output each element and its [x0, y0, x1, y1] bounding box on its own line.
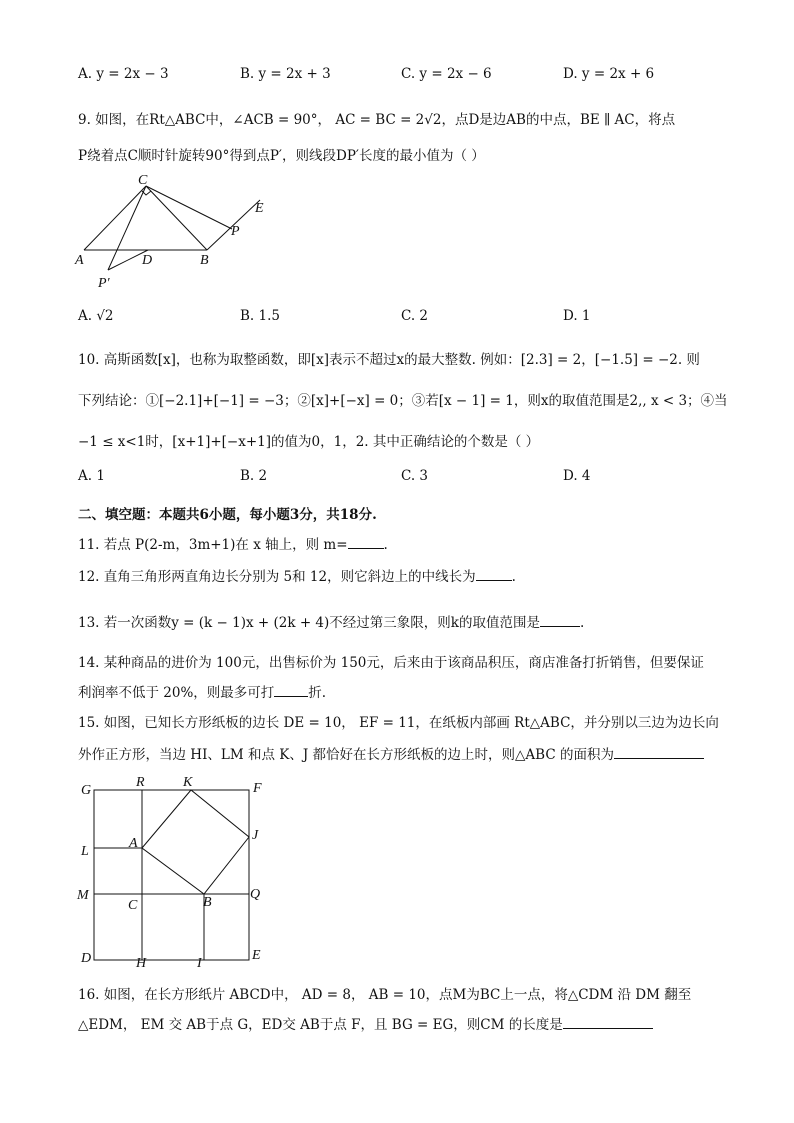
q11-line: 11. 若点 P(2-m，3m+1)在 x 轴上，则 m= . [78, 537, 388, 553]
q15-figure [72, 772, 272, 972]
q10-text-line3: −1 ≤ x<1时，[x+1]+[−x+1]的值为0，1，2. 其中正确结论的个数是（ ） [78, 434, 540, 450]
section-heading-fill-in: 二、填空题：本题共6小题，每小题3分，共18分. [78, 507, 377, 523]
q10-text-line1: 10. 高斯函数[x]，也称为取整函数，即[x]表示不超过x的最大整数. 例如：[2.3] = 2，[−1.5] = −2. 则 [78, 352, 700, 368]
q11-text: 11. 若点 P(2-m，3m+1)在 x 轴上，则 m= [78, 537, 348, 553]
q9-label-e: E [255, 201, 264, 216]
q15-text-line1: 15. 如图，已知长方形纸板的边长 DE = 10， EF = 11，在纸板内部画 Rt△ABC，并分别以三边为边长向 [78, 715, 719, 731]
q15-label-r: R [136, 775, 145, 790]
q15-label-c: C [128, 898, 138, 913]
q10-text-line2: 下列结论：①[−2.1]+[−1] = −3；②[x]+[−x] = 0；③若[x − 1] = 1，则x的取值范围是2,, x < 3；④当 [78, 393, 728, 409]
q9-label-a: A [75, 253, 84, 268]
q15-label-h: H [136, 956, 147, 971]
q9-figure [70, 172, 280, 294]
q9-text-line2: P绕着点C顺时针旋转90°得到点P′，则线段DP′长度的最小值为（ ） [78, 148, 485, 164]
q10-option-b: B. 2 [240, 468, 268, 484]
q14-line2 [78, 683, 326, 703]
q9-option-a: A. √2 [78, 308, 114, 324]
q15-label-k: K [183, 775, 193, 790]
q10-option-d: D. 4 [563, 468, 591, 484]
q15-label-m: M [77, 888, 89, 903]
q15-line2 [78, 745, 704, 765]
q15-label-e: E [252, 948, 261, 963]
q9-text-line1: 9. 如图，在Rt△ABC中，∠ACB = 90°， AC = BC = 2√2，点D是边AB的中点，BE ∥ AC，将点 [78, 112, 676, 128]
q15-label-q: Q [250, 887, 261, 902]
q15-label-d: D [81, 951, 92, 966]
q9-option-b: B. 1.5 [240, 308, 280, 324]
q12-line: 12. 直角三角形两直角边长分别为 5和 12，则它斜边上的中线长为 . [78, 569, 516, 585]
q13-answer-blank [540, 626, 580, 627]
q9-label-b: B [200, 253, 209, 268]
q9-option-d: D. 1 [563, 308, 591, 324]
square-akjb [142, 790, 249, 894]
q10-options [78, 468, 698, 488]
segment-ac [84, 186, 146, 250]
q15-label-f: F [253, 781, 262, 796]
q14-text-line1: 14. 某种商品的进价为 100元，出售标价为 150元，后来由于该商品积压，商店准备打折销售，但要保证 [78, 655, 704, 671]
q15-label-j: J [252, 828, 259, 843]
q15-label-i: I [197, 956, 202, 971]
q14-answer-blank [274, 696, 308, 697]
q16-text-line2: △EDM， EM 交 AB于点 G，ED交 AB于点 F，且 BG = EG，则CM 的长度是 [78, 1017, 563, 1033]
segment-bc [146, 186, 207, 250]
segment-cp [146, 186, 232, 229]
q14-text-line2a: 利润率不低于 20%，则最多可打 [78, 685, 275, 701]
q16-text-line1: 16. 如图，在长方形纸片 ABCD中， AD = 8， AB = 10，点M为BC上一点，将△CDM 沿 DM 翻至 [78, 987, 692, 1003]
q15-label-a: A [129, 836, 138, 851]
q13-line: 13. 若一次函数y = (k − 1)x + (2k + 4)不经过第三象限，则k的取值范围是 . [78, 615, 585, 631]
q9-label-p: P [231, 224, 240, 239]
q9-option-c: C. 2 [401, 308, 429, 324]
q14-text-line2b: 折. [308, 685, 327, 701]
q8-option-d: D. y = 2x + 6 [563, 66, 655, 82]
q12-answer-blank [476, 580, 512, 581]
q16-line2 [78, 1015, 653, 1035]
q11-answer-blank [348, 548, 384, 549]
q8-option-a: A. y = 2x − 3 [78, 66, 169, 82]
q9-label-p-prime: P′ [98, 276, 110, 291]
q12-text: 12. 直角三角形两直角边长分别为 5和 12，则它斜边上的中线长为 [78, 569, 476, 585]
q15-label-l: L [81, 844, 89, 859]
q15-text-line2: 外作正方形，当边 HI、LM 和点 K、J 都恰好在长方形纸板的边上时，则△ABC 的面积为 [78, 747, 614, 763]
q15-label-g: G [81, 783, 92, 798]
q8-option-b: B. y = 2x + 3 [240, 66, 331, 82]
q10-option-c: C. 3 [401, 468, 429, 484]
q15-label-b: B [203, 895, 212, 910]
q9-label-c: C [138, 173, 148, 188]
q10-option-a: A. 1 [78, 468, 105, 484]
q15-answer-blank [614, 758, 704, 759]
q13-text: 13. 若一次函数y = (k − 1)x + (2k + 4)不经过第三象限，则k的取值范围是 [78, 615, 540, 631]
q9-label-d: D [142, 253, 153, 268]
q8-options [78, 66, 698, 86]
q8-option-c: C. y = 2x − 6 [401, 66, 492, 82]
q9-options [78, 308, 698, 328]
q16-answer-blank [563, 1028, 653, 1029]
rectangle-gfed [94, 790, 249, 960]
segment-cpp [108, 186, 146, 270]
